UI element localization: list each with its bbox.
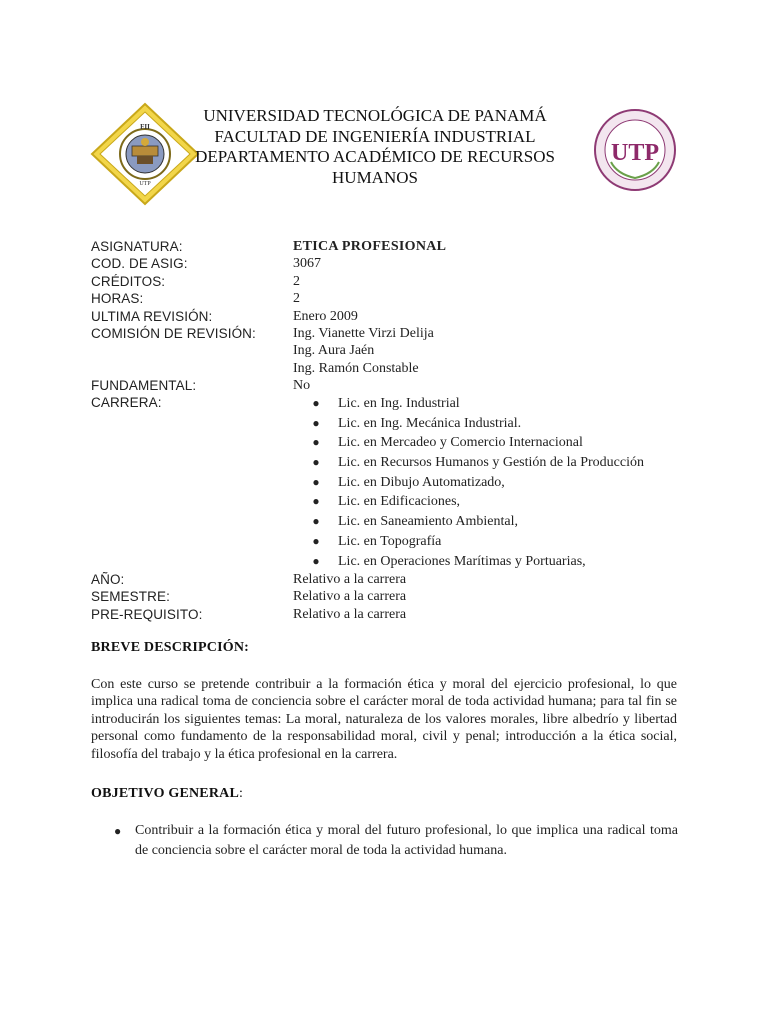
horas-value: 2 — [293, 291, 300, 307]
codigo-value: 3067 — [293, 256, 321, 272]
header-department: DEPARTAMENTO ACADÉMICO DE RECURSOS — [195, 147, 555, 166]
comision-member: Ing. Aura Jaén — [293, 343, 375, 359]
faculty-logo-top-text: FII — [140, 123, 150, 131]
asignatura-label: ASIGNATURA: — [91, 239, 183, 254]
bullet-icon: ● — [312, 514, 320, 529]
carrera-list — [312, 394, 644, 571]
anio-row — [91, 571, 691, 588]
carrera-item — [312, 414, 644, 434]
objetivo-title-text: OBJETIVO GENERAL — [91, 786, 240, 801]
bullet-icon: ● — [312, 396, 320, 410]
codigo-row — [91, 255, 691, 272]
carrera-item-text: Lic. en Topografía — [338, 533, 442, 549]
prerequisito-label: PRE-REQUISITO: — [91, 606, 203, 622]
asignatura-value: ETICA PROFESIONAL — [293, 239, 447, 254]
fundamental-value: No — [293, 378, 311, 394]
objetivo-item — [116, 821, 678, 861]
descripcion-text: Con este curso se pretende contribuir a la formación ética y moral del ejercicio profesional, lo que implica una radical toma de conciencia sobre el carácter moral de toda actividad humana; para tal fin se introducirán los siguientes temas: La moral, naturaleza de los valores morales, libre albedrío y libertad personal como fundamento de la responsabilidad moral, civil y penal; introducción a la ética social, filosofía del trabajo y la ética profesional en la carrera. — [91, 677, 677, 762]
carrera-item — [312, 552, 644, 572]
semestre-row — [91, 588, 691, 605]
revision-row — [91, 308, 691, 325]
carrera-item — [312, 512, 644, 532]
fundamental-label: FUNDAMENTAL: — [91, 378, 197, 394]
carrera-item-text: Lic. en Operaciones Marítimas y Portuarias, — [338, 553, 586, 569]
header-faculty: FACULTAD DE INGENIERÍA INDUSTRIAL — [214, 126, 536, 146]
bullet-icon: ● — [312, 474, 320, 489]
carrera-item — [312, 492, 644, 512]
header-university: UNIVERSIDAD TECNOLÓGICA DE PANAMÁ — [203, 106, 547, 125]
horas-label: HORAS: — [91, 291, 144, 307]
bullet-icon: ● — [114, 824, 122, 838]
comision-row — [91, 342, 691, 359]
carrera-label: CARRERA: — [91, 395, 162, 410]
header-department-cont: HUMANOS — [332, 167, 418, 187]
document-header — [180, 106, 570, 188]
codigo-label: COD. DE ASIG: — [91, 256, 188, 272]
comision-row — [91, 360, 691, 377]
faculty-logo-bottom-text: UTP — [139, 181, 151, 187]
descripcion-title: BREVE DESCRIPCIÓN: — [91, 640, 250, 655]
carrera-item-text: Lic. en Edificaciones, — [338, 494, 461, 510]
fundamental-row — [91, 377, 691, 394]
carrera-item-text: Lic. en Ing. Industrial — [338, 396, 460, 411]
university-seal-logo — [593, 108, 677, 192]
creditos-label: CRÉDITOS: — [91, 273, 166, 289]
bullet-icon: ● — [312, 415, 320, 430]
objetivo-title — [91, 786, 243, 802]
course-info — [91, 238, 691, 395]
objetivo-list — [116, 821, 678, 861]
carrera-item — [312, 473, 644, 493]
anio-value: Relativo a la carrera — [293, 572, 407, 587]
semestre-value: Relativo a la carrera — [293, 589, 407, 605]
revision-value: Enero 2009 — [293, 308, 358, 324]
carrera-item — [312, 532, 644, 552]
bullet-icon: ● — [312, 533, 320, 548]
revision-label: ULTIMA REVISIÓN: — [91, 308, 213, 324]
carrera-item — [312, 433, 644, 453]
prerequisito-value: Relativo a la carrera — [293, 606, 407, 622]
carrera-item-text: Lic. en Dibujo Automatizado, — [338, 474, 505, 490]
objetivo-title-colon: : — [239, 786, 244, 801]
creditos-value: 2 — [293, 273, 300, 289]
carrera-item — [312, 453, 644, 473]
bullet-icon: ● — [312, 435, 320, 450]
carrera-item-text: Lic. en Saneamiento Ambiental, — [338, 514, 519, 530]
semestre-label: SEMESTRE: — [91, 589, 170, 605]
carrera-item — [312, 394, 644, 414]
course-info-extra — [91, 571, 691, 623]
anio-label: AÑO: — [91, 572, 125, 587]
bullet-icon: ● — [312, 455, 320, 470]
comision-label: COMISIÓN DE REVISIÓN: — [91, 325, 256, 341]
carrera-item-text: Lic. en Mercadeo y Comercio Internacional — [338, 435, 583, 451]
creditos-row — [91, 273, 691, 290]
objetivo-item-text: Contribuir a la formación ética y moral del futuro profesional, lo que implica una radical toma de conciencia sobre el carácter moral de toda la actividad humana. — [135, 823, 678, 858]
comision-row — [91, 325, 691, 342]
comision-member: Ing. Ramón Constable — [293, 360, 419, 376]
seal-logo-text: UTP — [611, 140, 659, 166]
asignatura-row — [91, 238, 691, 255]
horas-row — [91, 290, 691, 307]
carrera-item-text: Lic. en Recursos Humanos y Gestión de la Producción — [338, 455, 644, 471]
prerequisito-row — [91, 606, 691, 623]
comision-member: Ing. Vianette Virzi Delija — [293, 325, 434, 341]
bullet-icon: ● — [312, 494, 320, 509]
carrera-item-text: Lic. en Ing. Mecánica Industrial. — [338, 415, 522, 431]
bullet-icon: ● — [312, 553, 320, 568]
